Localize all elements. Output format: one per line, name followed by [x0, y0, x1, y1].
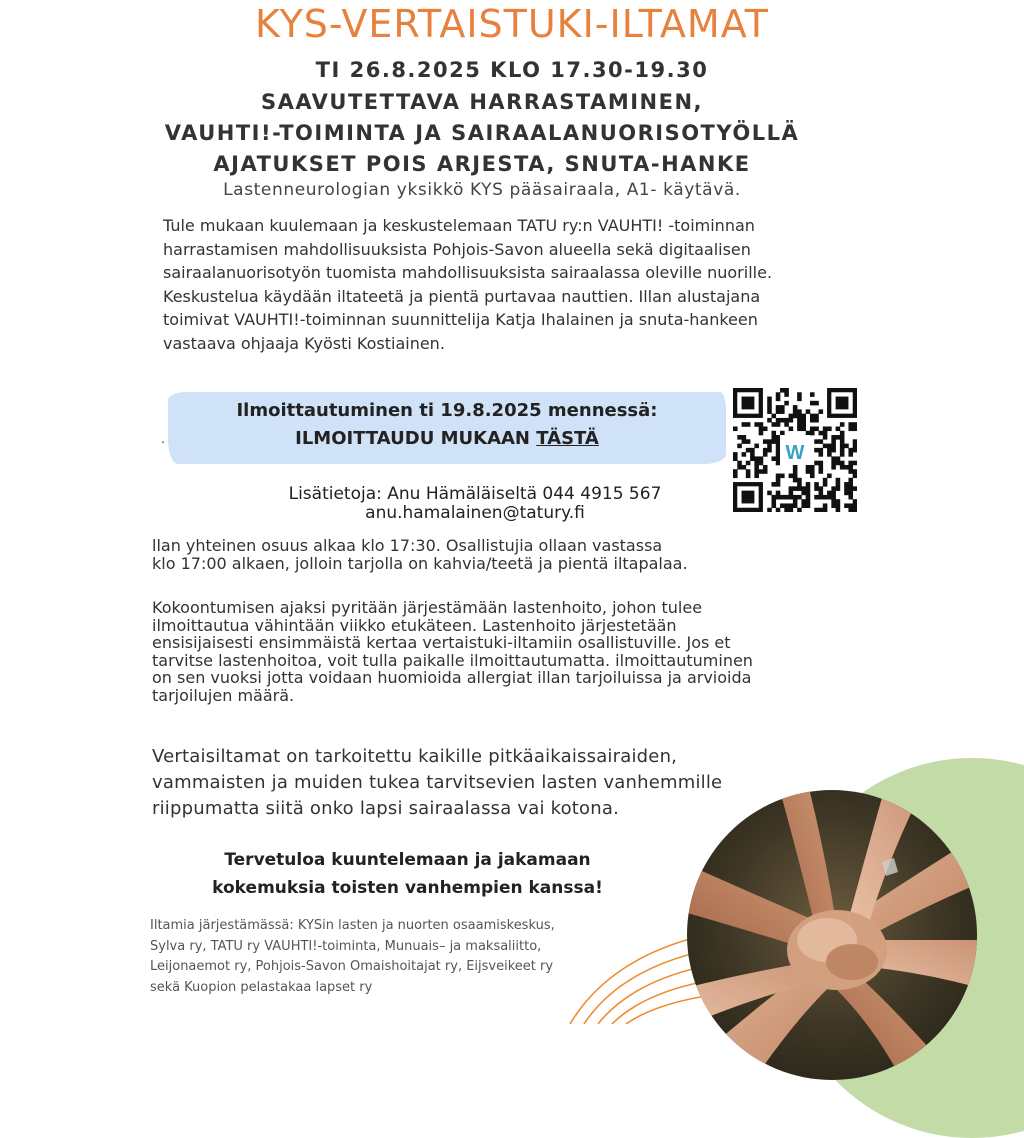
childcare-line: ilmoittautua vähintään viikko etukäteen. Lastenhoito järjestetään [152, 615, 677, 635]
event-date-time: TI 26.8.2025 KLO 17.30-19.30 [315, 58, 709, 82]
registration-cta-prefix: ILMOITTAUDU MUKAAN [295, 428, 537, 449]
headline-line-4: AJATUKSET POIS ARJESTA, SNUTA-HANKE [213, 152, 751, 176]
registration-deadline: Ilmoittautuminen ti 19.8.2025 mennessä: [236, 400, 658, 421]
childcare-line: Kokoontumisen ajaksi pyritään järjestämään lastenhoito, johon tulee [152, 598, 703, 617]
poster-title: KYS-VERTAISTUKI-ILTAMAT [255, 2, 769, 46]
schedule-paragraph [152, 537, 688, 572]
organizers-line: Sylva ry, TATU ry VAUHTI!-toiminta, Munuais– ja maksaliitto, [150, 938, 542, 954]
headline-line-3: VAUHTI!-TOIMINTA JA SAIRAALANUORISOTYÖLLÄ [164, 121, 800, 145]
organizers-line: sekä Kuopion pelastakaa lapset ry [150, 979, 373, 995]
childcare-line: ensisijaisesti ensimmäistä kertaa vertaistuki-iltamiin osallistuville. Jos et [152, 633, 731, 652]
welcome-message [175, 846, 640, 902]
audience-line: Vertaisiltamat on tarkoitettu kaikille pitkäaikaissairaiden, [152, 746, 678, 767]
childcare-paragraph [152, 599, 753, 704]
hands-together-photo [687, 790, 977, 1080]
childcare-line: tarjoilujen määrä. [152, 685, 295, 705]
welcome-line: Tervetuloa kuuntelemaan ja jakamaan [224, 850, 591, 870]
contact-email[interactable]: anu.hamalainen@tatury.fi [365, 503, 585, 523]
schedule-line: llan yhteinen osuus alkaa klo 17:30. Osallistujia ollaan vastassa [152, 536, 663, 555]
audience-paragraph [152, 744, 812, 822]
organizers-line: Iltamia järjestämässä: KYSin lasten ja nuorten osaamiskeskus, [150, 918, 555, 933]
schedule-line: klo 17:00 alkaen, jolloin tarjolla on kahvia/teetä ja pientä iltapalaa. [152, 553, 688, 573]
audience-line: riippumatta siitä onko lapsi sairaalassa vai kotona. [152, 798, 620, 819]
intro-paragraph: Tule mukaan kuulemaan ja keskustelemaan TATU ry:n VAUHTI! -toiminnan harrastamisen mahdollisuuksista Pohjois-Savon alueella sekä digitaalisen sairaalanuorisotyön tuomista mahdollisuuksista sairaalassa oleville nuorille. Keskustelua käydään iltateetä ja pientä purtavaa nauttien. Illan alustajana toimivat VAUHTI!-toiminnan suunnittelija Katja Ihalainen ja snuta-hankeen vastaava ohjaaja Kyösti Kostiainen. [163, 216, 773, 353]
registration-qr-code[interactable] [733, 388, 857, 512]
registration-link[interactable]: TÄSTÄ [536, 428, 599, 449]
stray-dot: . [161, 430, 165, 446]
qr-logo-icon: W [785, 441, 805, 464]
childcare-line: tarvitse lastenhoitoa, voit tulla paikalle ilmoittautumatta. ilmoittautuminen [152, 650, 753, 670]
organizers-line: Leijonaemot ry, Pohjois-Savon Omaishoitajat ry, Eijsveikeet ry [150, 959, 554, 974]
organizers-list [150, 916, 620, 998]
welcome-line: kokemuksia toisten vanhempien kanssa! [212, 878, 603, 898]
childcare-line: on sen vuoksi jotta voidaan huomioida allergiat illan tarjoiluissa ja arvioida [152, 668, 752, 687]
headline-line-2: SAAVUTETTAVA HARRASTAMINEN, [260, 90, 704, 114]
contact-info: Lisätietoja: Anu Hämäläiseltä 044 4915 567 [288, 484, 662, 504]
registration-cta [168, 428, 726, 449]
event-location: Lastenneurologian yksikkö KYS pääsairaala, A1- käytävä. [223, 180, 741, 200]
audience-line: vammaisten ja muiden tukea tarvitsevien lasten vanhemmille [152, 772, 723, 793]
